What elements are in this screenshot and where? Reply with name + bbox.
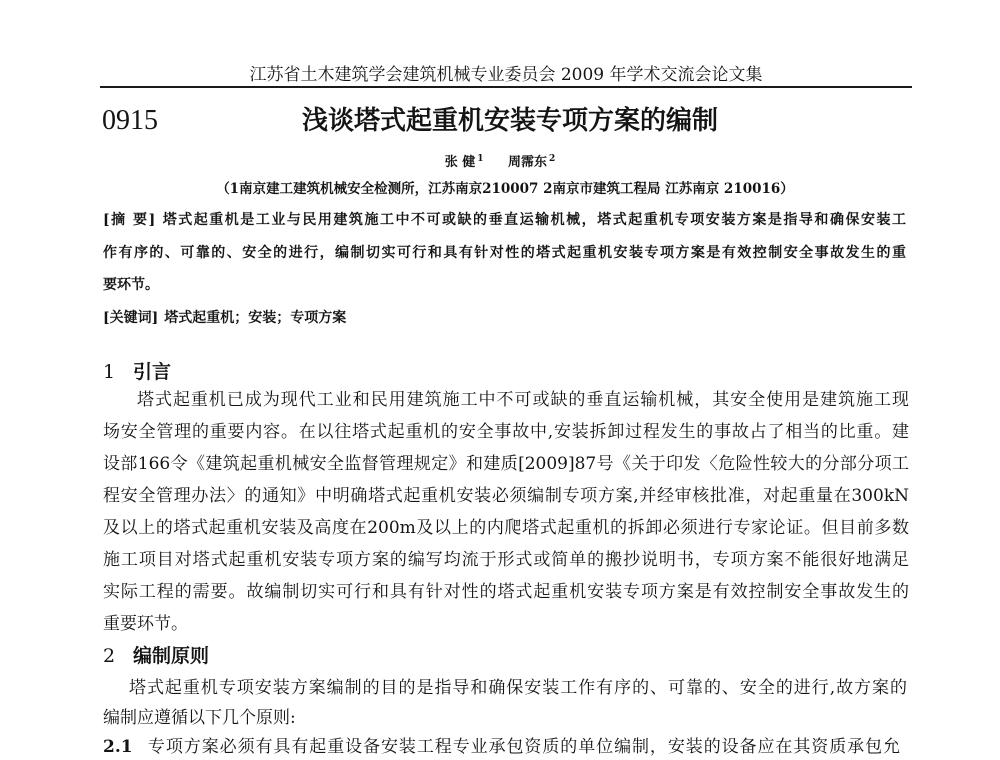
paragraph-line: 实际工程的需要。故编制切实可行和具有针对性的塔式起重机安装专项方案是有效控制安全事故发生的 (103, 582, 909, 602)
author-affiliation-mark: 1 (477, 154, 484, 164)
keywords-line (103, 307, 906, 329)
abstract-line (103, 209, 906, 231)
affiliation: （1南京建工建筑机械安全检测所，江苏南京210007 2南京市建筑工程局 江苏南京 210016） (216, 181, 794, 197)
paragraph-line: 场安全管理的重要内容。在以往塔式起重机的安全事故中,安装拆卸过程发生的事故占了相当的比重。建 (103, 422, 909, 442)
paragraph-line: 及以上的塔式起重机安装及高度在200m及以上的内爬塔式起重机的拆卸必须进行专家论证。但目前多数 (103, 518, 909, 538)
author-name: 周霈东 (508, 155, 548, 171)
subsection-line (103, 734, 900, 760)
subsection-number: 2.1 (103, 737, 133, 757)
header-rule (100, 86, 912, 88)
author (445, 155, 484, 170)
section-heading (103, 358, 171, 386)
section-title: 编制原则 (133, 645, 210, 667)
paragraph-line: 编制应遵循以下几个原则: (103, 708, 296, 728)
paper-number: 0915 (102, 105, 158, 136)
subsection-text: 专项方案必须有具有起重设备安装工程专业承包资质的单位编制，安装的设备应在其资质承包允 (147, 737, 900, 757)
abstract-line: 作有序的、可靠的、安全的进行，编制切实可行和具有针对性的塔式起重机安装专项方案是有效控制安全事故发生的重 (103, 245, 906, 261)
section-number: 1 (103, 361, 116, 383)
paragraph-line: 设部166令《建筑起重机械安全监督管理规定》和建质[2009]87号《关于印发〈危险性较大的分部分项工 (103, 454, 909, 474)
abstract-text: 塔式起重机是工业与民用建筑施工中不可或缺的垂直运输机械，塔式起重机专项安装方案是指导和确保安装工 (161, 212, 906, 228)
paragraph-line: 程安全管理办法〉的通知》中明确塔式起重机安装必须编制专项方案,并经审核批准，对起重量在300kN (103, 486, 909, 506)
author-name: 张 健 (444, 155, 476, 171)
paragraph-line: 塔式起重机已成为现代工业和民用建筑施工中不可或缺的垂直运输机械，其安全使用是建筑施工现 (137, 390, 909, 410)
paragraph-line: 施工项目对塔式起重机安装专项方案的编写均流于形式或简单的搬抄说明书，专项方案不能很好地满足 (103, 550, 909, 570)
author-affiliation-mark: 2 (549, 154, 556, 164)
section-heading (103, 642, 209, 670)
author (508, 155, 555, 170)
paper-title: 浅谈塔式起重机安装专项方案的编制 (301, 106, 718, 136)
author-list (300, 148, 700, 170)
paragraph-line: 重要环节。 (103, 614, 188, 634)
section-title: 引言 (133, 361, 172, 383)
running-header: 江苏省土木建筑学会建筑机械专业委员会 2009 年学术交流会论文集 (249, 65, 763, 85)
abstract-label: [摘 要] (103, 212, 156, 228)
section-number: 2 (103, 645, 116, 667)
abstract-line: 要环节。 (103, 277, 159, 293)
keywords-label: [关键词] (103, 310, 159, 326)
keywords-text: 塔式起重机；安装；专项方案 (164, 310, 347, 326)
paragraph-line: 塔式起重机专项安装方案编制的目的是指导和确保安装工作有序的、可靠的、安全的进行,故方案的 (129, 678, 907, 698)
